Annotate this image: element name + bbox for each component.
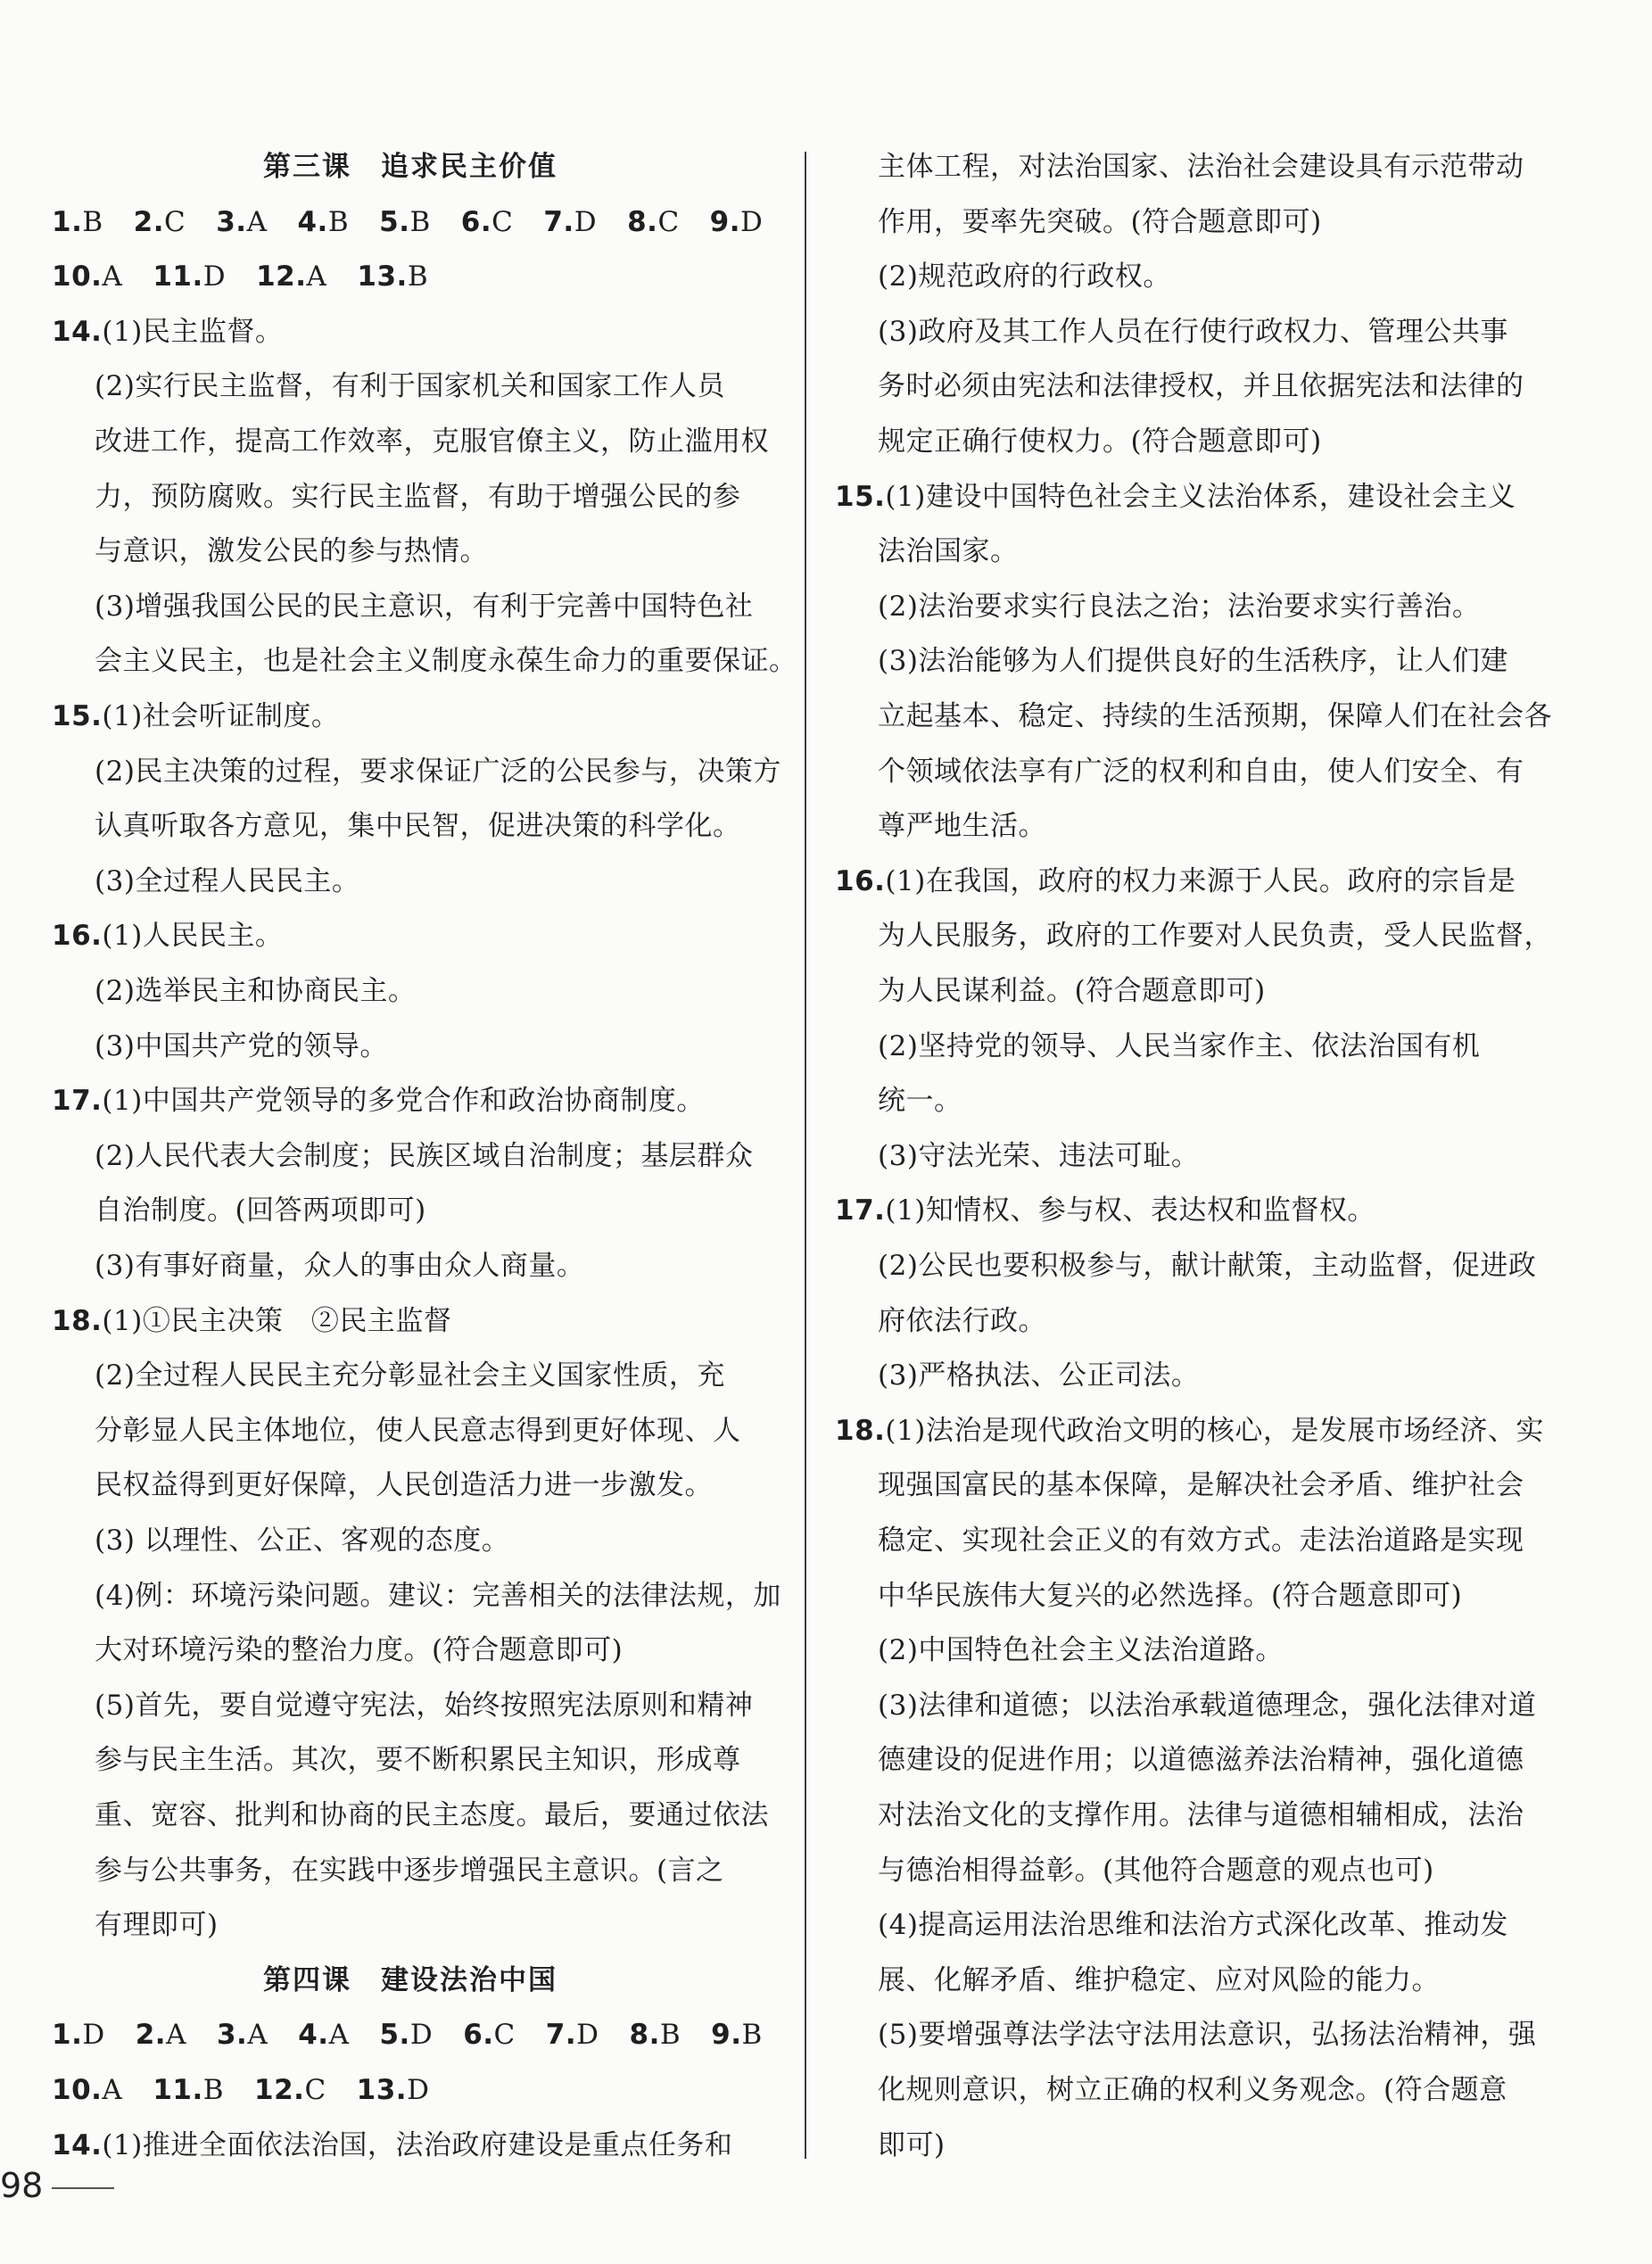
answer-item [217,2019,268,2051]
answer-item [52,260,122,293]
question-number: 3. [216,205,247,238]
question-number: 5. [379,205,410,238]
answer-item [710,206,764,238]
question-number: 9. [709,205,741,238]
answer-text: (1)推进全面依法治国，法治政府建设是重点任务和 [102,2128,733,2161]
question-number: 18. [835,1414,886,1447]
answer-line: 府依法行政。 [878,1304,1046,1337]
question-number: 15. [52,700,103,732]
question-number: 5. [379,2019,410,2052]
answer-line: 中华民族伟大复兴的必然选择。(符合题意即可) [878,1579,1463,1612]
answer-line: 参与民主生活。其次，要不断积累民主知识，形成尊 [95,1744,741,1777]
answer-line: 力，预防腐败。实行民主监督，有助于增强公民的参 [95,480,741,513]
answer-line: 规定正确行使权力。(符合题意即可) [878,426,1322,458]
question-number: 2. [135,2019,167,2052]
answer-line: 参与公共事务，在实践中逐步增强民主意识。(言之 [95,1854,724,1887]
answer-text: (1)中国共产党领导的多党合作和政治协商制度。 [102,1085,705,1118]
answer-line: (3)守法光荣、违法可耻。 [878,1139,1200,1172]
answer-letter: C [304,2074,326,2106]
question-number: 14. [52,2128,103,2161]
question-number: 1. [52,2019,83,2052]
answer-item [357,260,428,293]
answer-letter: D [409,2019,434,2052]
question-number: 18. [52,1304,103,1337]
answer-line: 大对环境污染的整治力度。(符合题意即可) [95,1634,624,1667]
answer-letter: D [202,260,227,293]
question-line [52,1303,451,1339]
answer-line: 自治制度。(回答两项即可) [95,1194,426,1227]
answer-item [52,206,103,238]
answer-row [52,2017,793,2053]
answer-item [379,2019,433,2051]
answer-line: 统一。 [878,1085,962,1118]
answer-line: (3)法律和道德；以法治承载道德理念，强化法律对道 [878,1689,1537,1722]
answer-text: (1)在我国，政府的权力来源于人民。政府的宗旨是 [885,864,1516,897]
answer-item [546,2019,599,2051]
question-number: 7. [545,2019,577,2052]
question-number: 17. [835,1194,886,1227]
answer-item [136,2019,186,2051]
answer-line: 认真听取各方意见，集中民智，促进决策的科学化。 [95,810,741,843]
question-number: 16. [835,864,886,897]
answer-line: (2)选举民主和协商民主。 [95,975,417,1007]
question-number: 6. [463,2019,494,2052]
answer-letter: D [574,205,598,238]
answer-row [52,259,458,294]
answer-item [256,260,326,293]
answer-letter: C [493,2019,516,2052]
question-number: 16. [52,920,103,953]
question-number: 11. [153,2074,203,2106]
answer-line: 民权益得到更好保障，人民创造活力进一步激发。 [95,1469,713,1502]
answer-letter: A [247,2019,268,2052]
answer-letter: D [82,2019,105,2052]
question-number: 15. [835,480,886,513]
answer-line: (2)人民代表大会制度；民族区域自治制度；基层群众 [95,1139,754,1172]
answer-line: 与意识，激发公民的参与热情。 [95,535,488,568]
question-line [52,698,339,734]
answer-letter: C [657,205,680,238]
answer-line: 主体工程，对法治国家、法治社会建设具有示范带动 [878,151,1524,183]
answer-item [461,206,514,238]
answer-line: 会主义民主，也是社会主义制度永葆生命力的重要保证。 [95,645,797,678]
answer-letter: A [306,260,327,293]
answer-row [52,2072,459,2108]
answer-line: (3)严格执法、公正司法。 [878,1359,1200,1392]
answer-line: 对法治文化的支撑作用。法律与道德相辅相成，法治 [878,1799,1524,1831]
question-number: 10. [52,2074,103,2106]
answer-line: 为人民谋利益。(符合题意即可) [878,975,1266,1007]
column-divider [805,152,806,2159]
question-number: 7. [543,205,574,238]
answer-text: (1)建设中国特色社会主义法治体系，建设社会主义 [885,480,1516,513]
answer-line: (3)全过程人民民主。 [95,864,360,897]
answer-line: 为人民服务，政府的工作要对人民负责，受人民监督， [878,920,1552,953]
answer-item [298,2019,349,2051]
answer-item [543,206,597,238]
answer-text: (1)知情权、参与权、表达权和监督权。 [885,1194,1375,1227]
answer-letter: B [82,205,103,238]
lesson-title: 第四课 建设法治中国 [263,1963,558,1996]
question-number: 8. [629,2019,660,2052]
answer-row [52,204,793,240]
answer-line: (2)实行民主监督，有利于国家机关和国家工作人员 [95,370,725,403]
answer-text: (1)人民民主。 [102,920,284,953]
question-number: 17. [52,1085,103,1118]
answer-item [52,2074,122,2106]
answer-line: 重、宽容、批判和协商的民主态度。最后，要通过依法 [95,1799,769,1831]
question-line [52,1083,705,1119]
question-number: 3. [216,2019,248,2052]
question-number: 8. [627,205,658,238]
answer-letter: B [659,2019,681,2052]
question-number: 10. [52,260,103,293]
answer-line: 德建设的促进作用；以道德滋养法治精神，强化道德 [878,1744,1524,1777]
question-number: 13. [356,2074,408,2106]
answer-letter: A [246,205,268,238]
answer-line: 改进工作，提高工作效率，克服官僚主义，防止滥用权 [95,426,769,458]
answer-item [711,2019,763,2051]
question-line [52,314,283,350]
answer-line: 稳定、实现社会正义的有效方式。走法治道路是实现 [878,1524,1524,1557]
question-number: 9. [711,2019,742,2052]
answer-line: 与德治相得益彰。(其他符合题意的观点也可) [878,1854,1434,1887]
answer-line: (3)增强我国公民的民主意识，有利于完善中国特色社 [95,590,754,623]
answer-text: (1)①民主决策 ②民主监督 [102,1304,452,1337]
answer-line: (3)政府及其工作人员在行使行政权力、管理公共事 [878,315,1508,348]
question-line [835,1193,1375,1228]
answer-line: (3)有事好商量，众人的事由众人商量。 [95,1250,585,1282]
answer-line: (2)公民也要积极参与，献计献策，主动监督，促进政 [878,1250,1537,1282]
answer-letter: C [164,205,186,238]
answer-letter: A [102,260,123,293]
question-number: 4. [298,2019,329,2052]
page-number: 98 [0,2166,44,2205]
footer-rule [52,2187,114,2189]
answer-line: (2)全过程人民民主充分彰显社会主义国家性质，充 [95,1359,725,1392]
answer-line: 现强国富民的基本保障，是解决社会矛盾、维护社会 [878,1469,1524,1502]
answer-line: (3) 以理性、公正、客观的态度。 [95,1524,510,1557]
answer-line: (2)中国特色社会主义法治道路。 [878,1634,1284,1667]
answer-item [357,2074,430,2106]
answer-line: 尊严地生活。 [878,810,1046,843]
question-line [835,479,1516,515]
answer-letter: D [740,205,764,238]
answer-line: (3)法治能够为人们提供良好的生活秩序，让人们建 [878,645,1508,678]
question-number: 2. [133,205,164,238]
answer-line: 即可) [878,2128,946,2161]
answer-item [297,206,349,238]
answer-text: (1)社会听证制度。 [102,700,340,732]
answer-item [134,206,186,238]
answer-item [630,2019,681,2051]
answer-letter: B [407,260,429,293]
answer-letter: B [327,205,350,238]
answer-line: 有理即可) [95,1909,219,1942]
answer-item [153,2074,224,2106]
answer-letter: B [741,2019,763,2052]
answer-item [52,2019,105,2051]
question-line [835,863,1516,899]
question-number: 6. [460,205,492,238]
answer-line: (3)中国共产党的领导。 [95,1029,388,1062]
question-number: 14. [52,315,103,348]
answer-item [153,260,226,293]
answer-item [463,2019,516,2051]
answer-letter: A [102,2074,123,2106]
answer-letter: C [491,205,514,238]
answer-letter: A [166,2019,186,2052]
answer-line: (5)要增强尊法学法守法用法意识，弘扬法治精神，强 [878,2019,1537,2052]
answer-line: (2)民主决策的过程，要求保证广泛的公民参与，决策方 [95,755,781,788]
answer-line: (4)提高运用法治思维和法治方式深化改革、推动发 [878,1909,1508,1942]
question-number: 11. [153,260,203,293]
answer-letter: B [202,2074,225,2106]
answer-letter: A [328,2019,350,2052]
answer-line: 个领域依法享有广泛的权利和自由，使人们安全、有 [878,755,1524,788]
question-number: 12. [254,2074,305,2106]
answer-line: (4)例：环境污染问题。建议：完善相关的法律法规，加 [95,1579,781,1612]
question-number: 13. [357,260,408,293]
answer-item [254,2074,326,2106]
answer-letter: B [409,205,431,238]
lesson-title: 第三课 追求民主价值 [263,151,558,183]
answer-item [379,206,431,238]
answer-text: (1)法治是现代政治文明的核心，是发展市场经济、实 [885,1414,1544,1447]
question-line [52,2128,732,2163]
answer-line: 立起基本、稳定、持续的生活预期，保障人们在社会各 [878,700,1552,732]
question-line [52,918,283,954]
question-number: 12. [256,260,307,293]
answer-line: (2)坚持党的领导、人民当家作主、依法治国有机 [878,1029,1481,1062]
answer-letter: D [407,2074,430,2106]
answer-item [627,206,680,238]
answer-line: (5)首先，要自觉遵守宪法，始终按照宪法原则和精神 [95,1689,754,1722]
answer-line: 法治国家。 [878,535,1019,568]
question-number: 4. [297,205,328,238]
answer-text: (1)民主监督。 [102,315,284,348]
answer-line: 化规则意识，树立正确的权利义务观念。(符合题意 [878,2074,1507,2106]
answer-line: 展、化解矛盾、维护稳定、应对风险的能力。 [878,1963,1440,1996]
answer-line: 作用，要率先突破。(符合题意即可) [878,205,1322,238]
answer-letter: D [576,2019,599,2052]
answer-line: (2)法治要求实行良法之治；法治要求实行善治。 [878,590,1481,623]
answer-line: (2)规范政府的行政权。 [878,260,1171,293]
answer-line: 务时必须由宪法和法律授权，并且依据宪法和法律的 [878,370,1524,403]
question-line [835,1413,1544,1449]
question-number: 1. [52,205,83,238]
answer-item [216,206,267,238]
answer-line: 分彰显人民主体地位，使人民意志得到更好体现、人 [95,1414,741,1447]
